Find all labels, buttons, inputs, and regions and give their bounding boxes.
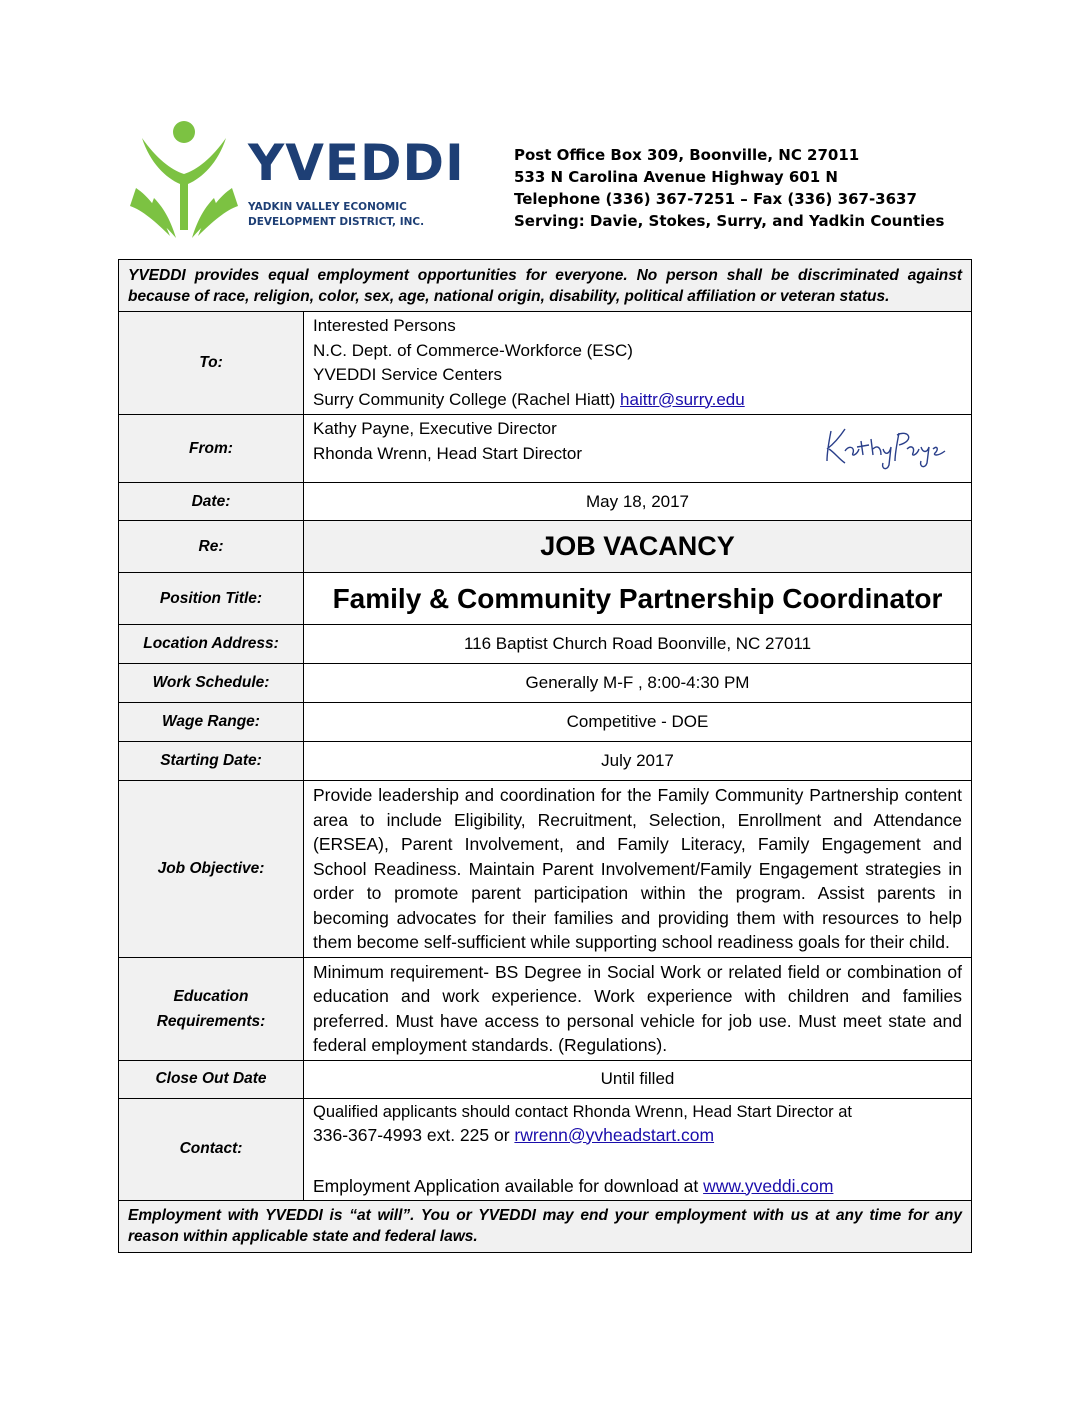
contact-label: Contact: [119, 1098, 304, 1200]
starting-date-label: Starting Date: [119, 742, 304, 781]
from-line: Rhonda Wrenn, Head Start Director [313, 443, 582, 463]
vacancy-table [118, 259, 972, 1253]
date-value: May 18, 2017 [304, 483, 972, 521]
job-objective-value: Provide leadership and coordination for the Family Community Partnership content area to include Eligibility, Recruitment, Selection, Enrollment and Attendance (ERSEA), Parent Involvement, and Family Literacy, Family Engagement and School Readiness. Maintain Parent Involvement/Family Engagement strategies in order to promote parent participation within the program. Assist parents in becoming advocates for their families and providing them with resources to help them become self-sufficient while supporting school readiness goals for their child. [304, 781, 972, 958]
logo-wordmark: YVEDDI [248, 134, 465, 192]
to-line: N.C. Dept. of Commerce-Workforce (ESC) [313, 340, 633, 360]
to-label: To: [119, 312, 304, 415]
education-label-line1: Education [173, 987, 249, 1005]
location-label: Location Address: [119, 625, 304, 664]
to-line-text: Surry Community College (Rachel Hiatt) [313, 389, 621, 409]
address-line: Post Office Box 309, Boonville, NC 27011 [514, 146, 860, 164]
work-schedule-value: Generally M-F , 8:00-4:30 PM [304, 664, 972, 703]
from-line: Kathy Payne, Executive Director [313, 419, 557, 438]
to-line [313, 388, 962, 413]
from-senders [304, 415, 972, 483]
wage-range-label: Wage Range: [119, 703, 304, 742]
date-label: Date: [119, 483, 304, 521]
job-objective-label: Job Objective: [119, 781, 304, 958]
yveddi-leaf-icon [126, 118, 246, 244]
position-title-value: Family & Community Partnership Coordinator [304, 573, 972, 625]
at-will-notice: Employment with YVEDDI is “at will”. You or YVEDDI may end your employment with us at any time for any reason within applicable state and federal laws. [119, 1200, 972, 1252]
re-label: Re: [119, 521, 304, 573]
close-out-value: Until filled [304, 1060, 972, 1098]
application-line [313, 1175, 962, 1198]
starting-date-value: July 2017 [304, 742, 972, 781]
close-out-label: Close Out Date [119, 1060, 304, 1098]
to-recipients [304, 312, 972, 415]
address-line: Telephone (336) 367-7251 – Fax (336) 367-3637 [514, 190, 917, 208]
application-text: Employment Application available for download at [313, 1175, 704, 1196]
address-block [514, 144, 944, 232]
contact-email-link[interactable]: rwrenn@yvheadstart.com [514, 1124, 715, 1145]
work-schedule-label: Work Schedule: [119, 664, 304, 703]
spacer [313, 1147, 962, 1175]
address-line: Serving: Davie, Stokes, Surry, and Yadkin Counties [514, 212, 945, 230]
education-label [119, 957, 304, 1060]
equal-opportunity-notice: YVEDDI provides equal employment opportunities for everyone. No person shall be discriminated against because of race, religion, color, sex, age, national origin, disability, political affiliation or veteran status. [119, 260, 972, 312]
contact-line: Qualified applicants should contact Rhonda Wrenn, Head Start Director at [313, 1102, 852, 1121]
contact-phone: 336-367-4993 ext. 225 or [313, 1124, 515, 1145]
signature-image [823, 421, 953, 471]
website-link[interactable]: www.yveddi.com [703, 1175, 834, 1196]
letterhead [126, 118, 956, 248]
logo-subtitle [248, 200, 458, 230]
to-line: Interested Persons [313, 316, 456, 335]
yveddi-logo [126, 118, 465, 244]
re-value: JOB VACANCY [304, 521, 972, 573]
surry-email-link[interactable]: haittr@surry.edu [620, 389, 745, 409]
education-value: Minimum requirement- BS Degree in Social Work or related field or combination of education and work experience. Work experience with children and families preferred. Must have access to personal vehicle for job use. Must meet state and federal employment standards. (Regulations). [304, 957, 972, 1060]
address-line: 533 N Carolina Avenue Highway 601 N [514, 168, 838, 186]
logo-subtitle-line1: YADKIN VALLEY ECONOMIC [248, 201, 407, 213]
contact-phone-line [313, 1124, 962, 1147]
location-value: 116 Baptist Church Road Boonville, NC 27011 [304, 625, 972, 664]
position-title-label: Position Title: [119, 573, 304, 625]
contact-value [304, 1098, 972, 1200]
to-line: YVEDDI Service Centers [313, 365, 502, 384]
wage-range-value: Competitive - DOE [304, 703, 972, 742]
from-label: From: [119, 415, 304, 483]
education-label-line2: Requirements: [156, 1012, 266, 1030]
logo-subtitle-line2: DEVELOPMENT DISTRICT, INC. [248, 216, 425, 228]
